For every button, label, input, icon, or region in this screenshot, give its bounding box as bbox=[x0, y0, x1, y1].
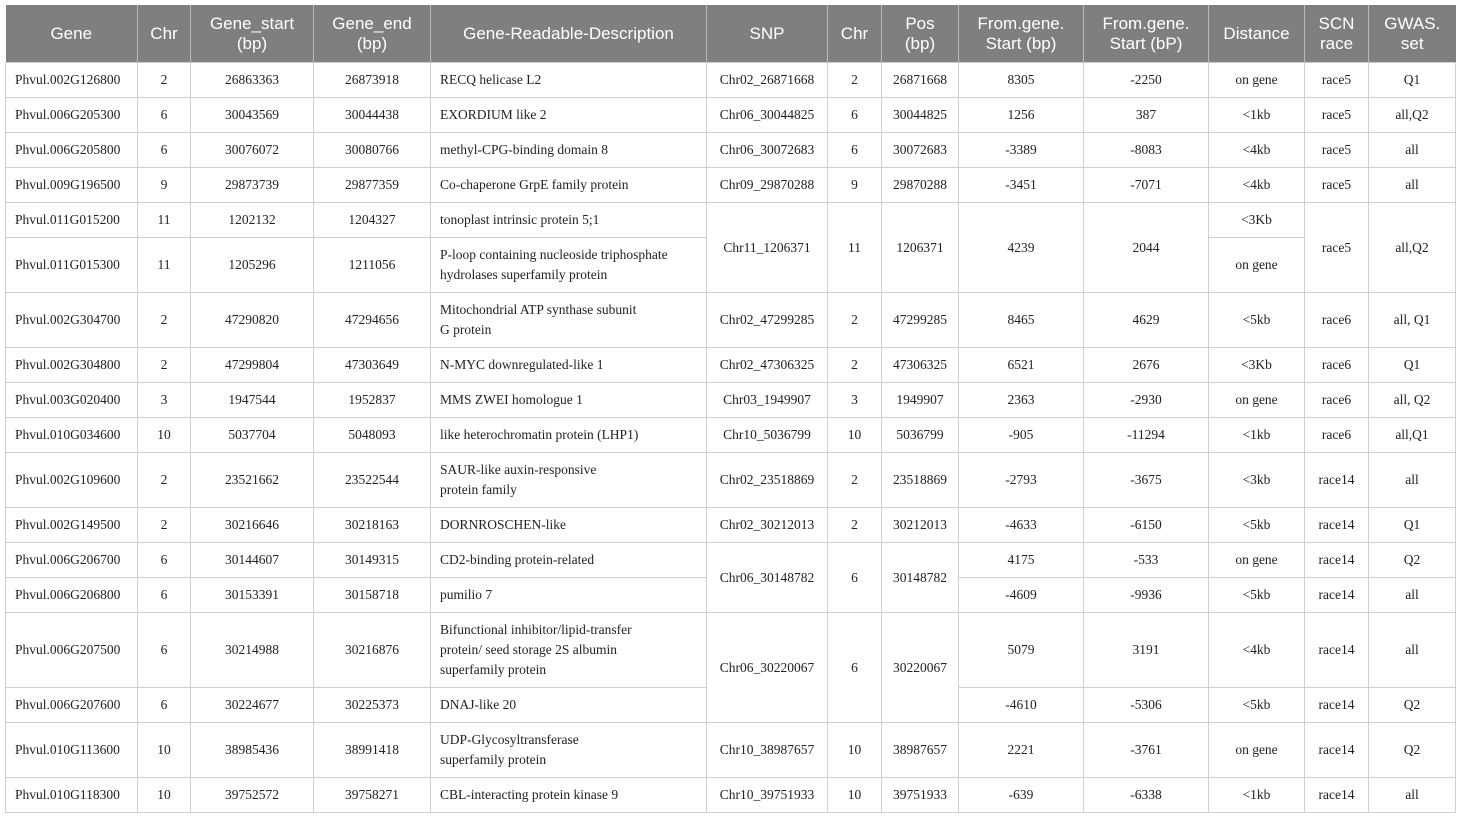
gene-cell: Phvul.006G207600 bbox=[6, 688, 138, 723]
from-start-cell: -2793 bbox=[959, 453, 1084, 508]
gene-start-cell: 30224677 bbox=[191, 688, 314, 723]
gene-start-cell: 47299804 bbox=[191, 348, 314, 383]
gene-snp-table bbox=[5, 5, 1456, 813]
description-cell: Bifunctional inhibitor/lipid-transfer protein/ seed storage 2S albumin superfamily protein bbox=[431, 613, 707, 688]
gene-end-cell: 1952837 bbox=[314, 383, 431, 418]
race-cell: race5 bbox=[1305, 133, 1369, 168]
race-cell: race14 bbox=[1305, 543, 1369, 578]
pos-cell: 29870288 bbox=[882, 168, 959, 203]
gene-end-cell: 30225373 bbox=[314, 688, 431, 723]
from-start-b-cell: 387 bbox=[1084, 98, 1209, 133]
race-cell: race5 bbox=[1305, 98, 1369, 133]
table-row bbox=[6, 453, 1456, 508]
from-start-b-cell: -2250 bbox=[1084, 63, 1209, 98]
distance-cell: <5kb bbox=[1209, 688, 1305, 723]
chr-cell: 6 bbox=[138, 613, 191, 688]
from-start-cell: 4175 bbox=[959, 543, 1084, 578]
table-row bbox=[6, 293, 1456, 348]
header-scn-race: SCN race bbox=[1305, 5, 1369, 63]
from-start-cell: -4610 bbox=[959, 688, 1084, 723]
distance-cell: <5kb bbox=[1209, 293, 1305, 348]
from-start-cell: 6521 bbox=[959, 348, 1084, 383]
snp-chr-cell: 3 bbox=[828, 383, 882, 418]
from-start-cell: 4239 bbox=[959, 203, 1084, 293]
snp-chr-cell: 11 bbox=[828, 203, 882, 293]
gene-start-cell: 38985436 bbox=[191, 723, 314, 778]
race-cell: race14 bbox=[1305, 578, 1369, 613]
chr-cell: 3 bbox=[138, 383, 191, 418]
from-start-cell: 8305 bbox=[959, 63, 1084, 98]
snp-chr-cell: 6 bbox=[828, 543, 882, 613]
race-cell: race14 bbox=[1305, 453, 1369, 508]
description-cell: pumilio 7 bbox=[431, 578, 707, 613]
gene-end-cell: 30158718 bbox=[314, 578, 431, 613]
chr-cell: 2 bbox=[138, 508, 191, 543]
description-cell: UDP-Glycosyltransferase superfamily protein bbox=[431, 723, 707, 778]
gene-start-cell: 5037704 bbox=[191, 418, 314, 453]
description-cell: tonoplast intrinsic protein 5;1 bbox=[431, 203, 707, 238]
chr-cell: 11 bbox=[138, 203, 191, 238]
header-gene-start: Gene_start (bp) bbox=[191, 5, 314, 63]
gene-end-cell: 30149315 bbox=[314, 543, 431, 578]
chr-cell: 9 bbox=[138, 168, 191, 203]
snp-chr-cell: 10 bbox=[828, 778, 882, 813]
from-start-cell: 8465 bbox=[959, 293, 1084, 348]
snp-chr-cell: 2 bbox=[828, 293, 882, 348]
from-start-b-cell: -8083 bbox=[1084, 133, 1209, 168]
from-start-b-cell: -11294 bbox=[1084, 418, 1209, 453]
distance-cell: <3Kb bbox=[1209, 203, 1305, 238]
from-start-cell: 2363 bbox=[959, 383, 1084, 418]
table-row bbox=[6, 778, 1456, 813]
header-description: Gene-Readable-Description bbox=[431, 5, 707, 63]
snp-chr-cell: 9 bbox=[828, 168, 882, 203]
gwas-cell: Q1 bbox=[1369, 63, 1456, 98]
gene-end-cell: 23522544 bbox=[314, 453, 431, 508]
chr-cell: 2 bbox=[138, 293, 191, 348]
snp-cell: Chr09_29870288 bbox=[707, 168, 828, 203]
race-cell: race5 bbox=[1305, 63, 1369, 98]
table-row bbox=[6, 418, 1456, 453]
gene-end-cell: 30044438 bbox=[314, 98, 431, 133]
from-start-b-cell: 2044 bbox=[1084, 203, 1209, 293]
gene-cell: Phvul.003G020400 bbox=[6, 383, 138, 418]
snp-chr-cell: 2 bbox=[828, 508, 882, 543]
gene-start-cell: 30153391 bbox=[191, 578, 314, 613]
gwas-cell: Q2 bbox=[1369, 723, 1456, 778]
gene-start-cell: 39752572 bbox=[191, 778, 314, 813]
gene-end-cell: 5048093 bbox=[314, 418, 431, 453]
description-cell: methyl-CPG-binding domain 8 bbox=[431, 133, 707, 168]
pos-cell: 30072683 bbox=[882, 133, 959, 168]
gene-start-cell: 30216646 bbox=[191, 508, 314, 543]
description-cell: CBL-interacting protein kinase 9 bbox=[431, 778, 707, 813]
table-row bbox=[6, 133, 1456, 168]
header-row bbox=[6, 5, 1456, 63]
gene-start-cell: 30043569 bbox=[191, 98, 314, 133]
snp-cell: Chr10_38987657 bbox=[707, 723, 828, 778]
from-start-cell: -3389 bbox=[959, 133, 1084, 168]
distance-cell: <4kb bbox=[1209, 133, 1305, 168]
table-row bbox=[6, 168, 1456, 203]
gene-cell: Phvul.006G205800 bbox=[6, 133, 138, 168]
header-snp-chr: Chr bbox=[828, 5, 882, 63]
gene-start-cell: 1205296 bbox=[191, 238, 314, 293]
gene-start-cell: 29873739 bbox=[191, 168, 314, 203]
table-row bbox=[6, 348, 1456, 383]
gwas-cell: all bbox=[1369, 133, 1456, 168]
description-cell: DORNROSCHEN-like bbox=[431, 508, 707, 543]
from-start-b-cell: -533 bbox=[1084, 543, 1209, 578]
chr-cell: 10 bbox=[138, 778, 191, 813]
table-row bbox=[6, 543, 1456, 578]
gene-end-cell: 47294656 bbox=[314, 293, 431, 348]
chr-cell: 10 bbox=[138, 723, 191, 778]
gwas-cell: all bbox=[1369, 778, 1456, 813]
gene-cell: Phvul.011G015200 bbox=[6, 203, 138, 238]
from-start-cell: 5079 bbox=[959, 613, 1084, 688]
header-snp: SNP bbox=[707, 5, 828, 63]
distance-cell: <5kb bbox=[1209, 508, 1305, 543]
gene-start-cell: 23521662 bbox=[191, 453, 314, 508]
pos-cell: 1949907 bbox=[882, 383, 959, 418]
chr-cell: 6 bbox=[138, 98, 191, 133]
header-pos: Pos (bp) bbox=[882, 5, 959, 63]
race-cell: race14 bbox=[1305, 723, 1369, 778]
gene-start-cell: 1947544 bbox=[191, 383, 314, 418]
gwas-cell: all,Q1 bbox=[1369, 418, 1456, 453]
gwas-cell: all, Q2 bbox=[1369, 383, 1456, 418]
snp-chr-cell: 2 bbox=[828, 348, 882, 383]
gene-start-cell: 26863363 bbox=[191, 63, 314, 98]
chr-cell: 6 bbox=[138, 543, 191, 578]
snp-cell: Chr06_30044825 bbox=[707, 98, 828, 133]
description-cell: DNAJ-like 20 bbox=[431, 688, 707, 723]
header-from-gene-start: From.gene. Start (bp) bbox=[959, 5, 1084, 63]
header-gene-end: Gene_end (bp) bbox=[314, 5, 431, 63]
description-cell: CD2-binding protein-related bbox=[431, 543, 707, 578]
chr-cell: 6 bbox=[138, 688, 191, 723]
pos-cell: 5036799 bbox=[882, 418, 959, 453]
gene-end-cell: 30218163 bbox=[314, 508, 431, 543]
gene-start-cell: 30214988 bbox=[191, 613, 314, 688]
snp-cell: Chr10_5036799 bbox=[707, 418, 828, 453]
description-cell: SAUR-like auxin-responsive protein family bbox=[431, 453, 707, 508]
race-cell: race14 bbox=[1305, 508, 1369, 543]
snp-chr-cell: 6 bbox=[828, 98, 882, 133]
description-cell: like heterochromatin protein (LHP1) bbox=[431, 418, 707, 453]
gene-end-cell: 39758271 bbox=[314, 778, 431, 813]
chr-cell: 6 bbox=[138, 578, 191, 613]
pos-cell: 47299285 bbox=[882, 293, 959, 348]
description-cell: RECQ helicase L2 bbox=[431, 63, 707, 98]
pos-cell: 38987657 bbox=[882, 723, 959, 778]
distance-cell: <5kb bbox=[1209, 578, 1305, 613]
from-start-b-cell: -6338 bbox=[1084, 778, 1209, 813]
gene-cell: Phvul.002G304700 bbox=[6, 293, 138, 348]
chr-cell: 11 bbox=[138, 238, 191, 293]
header-from-gene-start-b: From.gene. Start (bP) bbox=[1084, 5, 1209, 63]
gene-cell: Phvul.009G196500 bbox=[6, 168, 138, 203]
gene-end-cell: 1211056 bbox=[314, 238, 431, 293]
gene-cell: Phvul.002G109600 bbox=[6, 453, 138, 508]
race-cell: race6 bbox=[1305, 348, 1369, 383]
description-cell: Mitochondrial ATP synthase subunit G protein bbox=[431, 293, 707, 348]
gwas-cell: Q1 bbox=[1369, 508, 1456, 543]
snp-chr-cell: 2 bbox=[828, 63, 882, 98]
description-cell: P-loop containing nucleoside triphosphate hydrolases superfamily protein bbox=[431, 238, 707, 293]
gene-cell: Phvul.010G118300 bbox=[6, 778, 138, 813]
race-cell: race6 bbox=[1305, 383, 1369, 418]
from-start-cell: -4609 bbox=[959, 578, 1084, 613]
chr-cell: 2 bbox=[138, 348, 191, 383]
gene-end-cell: 30080766 bbox=[314, 133, 431, 168]
from-start-cell: 1256 bbox=[959, 98, 1084, 133]
table-container bbox=[5, 5, 1455, 813]
distance-cell: <1kb bbox=[1209, 778, 1305, 813]
snp-chr-cell: 6 bbox=[828, 133, 882, 168]
from-start-b-cell: -3675 bbox=[1084, 453, 1209, 508]
gene-cell: Phvul.002G304800 bbox=[6, 348, 138, 383]
gene-cell: Phvul.010G034600 bbox=[6, 418, 138, 453]
race-cell: race6 bbox=[1305, 418, 1369, 453]
from-start-cell: -3451 bbox=[959, 168, 1084, 203]
distance-cell: on gene bbox=[1209, 543, 1305, 578]
distance-cell: on gene bbox=[1209, 383, 1305, 418]
pos-cell: 30220067 bbox=[882, 613, 959, 723]
table-row bbox=[6, 63, 1456, 98]
table-row bbox=[6, 98, 1456, 133]
snp-cell: Chr06_30220067 bbox=[707, 613, 828, 723]
pos-cell: 26871668 bbox=[882, 63, 959, 98]
from-start-cell: -905 bbox=[959, 418, 1084, 453]
distance-cell: <1kb bbox=[1209, 98, 1305, 133]
race-cell: race14 bbox=[1305, 613, 1369, 688]
table-row bbox=[6, 613, 1456, 688]
header-chr: Chr bbox=[138, 5, 191, 63]
gwas-cell: all bbox=[1369, 453, 1456, 508]
distance-cell: <3kb bbox=[1209, 453, 1305, 508]
gene-start-cell: 30076072 bbox=[191, 133, 314, 168]
snp-cell: Chr11_1206371 bbox=[707, 203, 828, 293]
from-start-cell: 2221 bbox=[959, 723, 1084, 778]
snp-chr-cell: 10 bbox=[828, 418, 882, 453]
gwas-cell: Q2 bbox=[1369, 688, 1456, 723]
distance-cell: on gene bbox=[1209, 63, 1305, 98]
description-cell: Co-chaperone GrpE family protein bbox=[431, 168, 707, 203]
gene-cell: Phvul.010G113600 bbox=[6, 723, 138, 778]
chr-cell: 10 bbox=[138, 418, 191, 453]
table-row bbox=[6, 383, 1456, 418]
race-cell: race14 bbox=[1305, 688, 1369, 723]
snp-cell: Chr06_30148782 bbox=[707, 543, 828, 613]
chr-cell: 2 bbox=[138, 453, 191, 508]
distance-cell: <4kb bbox=[1209, 613, 1305, 688]
snp-cell: Chr02_30212013 bbox=[707, 508, 828, 543]
from-start-b-cell: -3761 bbox=[1084, 723, 1209, 778]
pos-cell: 30044825 bbox=[882, 98, 959, 133]
distance-cell: on gene bbox=[1209, 238, 1305, 293]
from-start-b-cell: 2676 bbox=[1084, 348, 1209, 383]
from-start-b-cell: -2930 bbox=[1084, 383, 1209, 418]
gene-cell: Phvul.002G126800 bbox=[6, 63, 138, 98]
gwas-cell: all bbox=[1369, 613, 1456, 688]
pos-cell: 30212013 bbox=[882, 508, 959, 543]
table-row bbox=[6, 723, 1456, 778]
table-row bbox=[6, 203, 1456, 238]
snp-cell: Chr02_47299285 bbox=[707, 293, 828, 348]
distance-cell: on gene bbox=[1209, 723, 1305, 778]
from-start-cell: -639 bbox=[959, 778, 1084, 813]
race-cell: race5 bbox=[1305, 203, 1369, 293]
chr-cell: 2 bbox=[138, 63, 191, 98]
description-cell: EXORDIUM like 2 bbox=[431, 98, 707, 133]
description-cell: N-MYC downregulated-like 1 bbox=[431, 348, 707, 383]
gene-cell: Phvul.002G149500 bbox=[6, 508, 138, 543]
gwas-cell: all,Q2 bbox=[1369, 98, 1456, 133]
snp-chr-cell: 6 bbox=[828, 613, 882, 723]
pos-cell: 39751933 bbox=[882, 778, 959, 813]
gene-end-cell: 30216876 bbox=[314, 613, 431, 688]
from-start-b-cell: -9936 bbox=[1084, 578, 1209, 613]
snp-chr-cell: 2 bbox=[828, 453, 882, 508]
distance-cell: <1kb bbox=[1209, 418, 1305, 453]
snp-cell: Chr06_30072683 bbox=[707, 133, 828, 168]
distance-cell: <4kb bbox=[1209, 168, 1305, 203]
gene-cell: Phvul.006G207500 bbox=[6, 613, 138, 688]
chr-cell: 6 bbox=[138, 133, 191, 168]
pos-cell: 47306325 bbox=[882, 348, 959, 383]
table-row bbox=[6, 508, 1456, 543]
gene-end-cell: 1204327 bbox=[314, 203, 431, 238]
gene-start-cell: 30144607 bbox=[191, 543, 314, 578]
gwas-cell: all bbox=[1369, 168, 1456, 203]
pos-cell: 23518869 bbox=[882, 453, 959, 508]
snp-cell: Chr02_23518869 bbox=[707, 453, 828, 508]
gene-start-cell: 1202132 bbox=[191, 203, 314, 238]
gene-cell: Phvul.006G206800 bbox=[6, 578, 138, 613]
pos-cell: 1206371 bbox=[882, 203, 959, 293]
distance-cell: <3Kb bbox=[1209, 348, 1305, 383]
gene-cell: Phvul.011G015300 bbox=[6, 238, 138, 293]
snp-chr-cell: 10 bbox=[828, 723, 882, 778]
snp-cell: Chr02_47306325 bbox=[707, 348, 828, 383]
race-cell: race6 bbox=[1305, 293, 1369, 348]
from-start-b-cell: -6150 bbox=[1084, 508, 1209, 543]
gwas-cell: all,Q2 bbox=[1369, 203, 1456, 293]
gene-end-cell: 38991418 bbox=[314, 723, 431, 778]
gwas-cell: all bbox=[1369, 578, 1456, 613]
snp-cell: Chr03_1949907 bbox=[707, 383, 828, 418]
from-start-b-cell: 4629 bbox=[1084, 293, 1209, 348]
snp-cell: Chr10_39751933 bbox=[707, 778, 828, 813]
gene-cell: Phvul.006G206700 bbox=[6, 543, 138, 578]
gwas-cell: Q2 bbox=[1369, 543, 1456, 578]
snp-cell: Chr02_26871668 bbox=[707, 63, 828, 98]
from-start-b-cell: -5306 bbox=[1084, 688, 1209, 723]
gwas-cell: all, Q1 bbox=[1369, 293, 1456, 348]
race-cell: race5 bbox=[1305, 168, 1369, 203]
header-gene: Gene bbox=[6, 5, 138, 63]
gene-cell: Phvul.006G205300 bbox=[6, 98, 138, 133]
gene-start-cell: 47290820 bbox=[191, 293, 314, 348]
header-distance: Distance bbox=[1209, 5, 1305, 63]
gene-end-cell: 26873918 bbox=[314, 63, 431, 98]
from-start-b-cell: 3191 bbox=[1084, 613, 1209, 688]
gwas-cell: Q1 bbox=[1369, 348, 1456, 383]
from-start-cell: -4633 bbox=[959, 508, 1084, 543]
gene-end-cell: 47303649 bbox=[314, 348, 431, 383]
gene-end-cell: 29877359 bbox=[314, 168, 431, 203]
from-start-b-cell: -7071 bbox=[1084, 168, 1209, 203]
description-cell: MMS ZWEI homologue 1 bbox=[431, 383, 707, 418]
race-cell: race14 bbox=[1305, 778, 1369, 813]
header-gwas-set: GWAS. set bbox=[1369, 5, 1456, 63]
pos-cell: 30148782 bbox=[882, 543, 959, 613]
